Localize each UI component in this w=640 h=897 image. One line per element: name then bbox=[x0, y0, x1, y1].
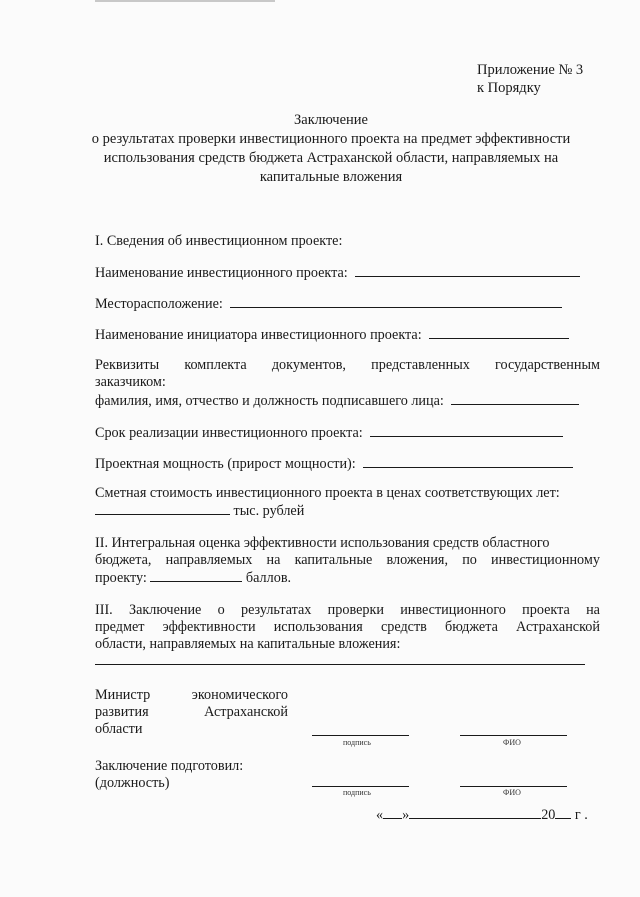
word: бюджета, bbox=[95, 552, 152, 568]
capacity-row bbox=[95, 455, 573, 473]
word: проекта bbox=[522, 602, 570, 618]
minister-line-1 bbox=[95, 687, 288, 704]
cost-label: Сметная стоимость инвестиционного проекта в ценах соответствующих лет: bbox=[95, 485, 560, 501]
project-name-field[interactable] bbox=[355, 264, 580, 277]
preparer-name-caption: ФИО bbox=[503, 788, 521, 797]
title-line-2: о результатах проверки инвестиционного проекта на предмет эффективности bbox=[91, 131, 571, 147]
word: направляемых bbox=[165, 552, 253, 568]
preparer-signature-caption: подпись bbox=[343, 788, 371, 797]
capacity-field[interactable] bbox=[363, 455, 573, 468]
requisites-line-1 bbox=[95, 357, 600, 374]
word: предмет bbox=[95, 619, 145, 635]
word: о bbox=[217, 602, 225, 618]
word: Астраханской bbox=[516, 619, 600, 635]
section-2-line-3 bbox=[95, 569, 291, 587]
minister-line-3: области bbox=[95, 721, 143, 737]
word: результатах bbox=[240, 602, 312, 618]
score-prefix: проекту: bbox=[95, 570, 147, 586]
score-field[interactable] bbox=[150, 569, 242, 582]
capacity-label: Проектная мощность (прирост мощности): bbox=[95, 456, 356, 472]
day-field[interactable] bbox=[383, 806, 402, 819]
word: документов, bbox=[271, 357, 346, 373]
word: Реквизиты bbox=[95, 357, 160, 373]
signer-field[interactable] bbox=[451, 392, 579, 405]
title-line-1: Заключение bbox=[294, 112, 368, 128]
word: инвестиционного bbox=[400, 602, 506, 618]
word: представленных bbox=[371, 357, 470, 373]
minister-signature-field[interactable] bbox=[312, 735, 409, 736]
initiator-row bbox=[95, 326, 569, 344]
word: III. bbox=[95, 602, 113, 618]
word: Министр bbox=[95, 687, 151, 703]
word: на bbox=[266, 552, 281, 568]
year-prefix: 20 bbox=[541, 807, 556, 823]
word: проверки bbox=[327, 602, 384, 618]
word: экономического bbox=[191, 687, 288, 703]
year-suffix: г . bbox=[574, 807, 588, 823]
word: развития bbox=[95, 704, 149, 720]
signer-row bbox=[95, 392, 579, 410]
section-2-line-2 bbox=[95, 552, 600, 569]
location-field[interactable] bbox=[230, 295, 562, 308]
date-row bbox=[376, 806, 588, 824]
word: капитальные bbox=[294, 552, 373, 568]
word: вложения, bbox=[386, 552, 449, 568]
minister-signature-caption: подпись bbox=[343, 738, 371, 747]
project-name-row bbox=[95, 264, 580, 282]
signer-label: фамилия, имя, отчество и должность подписавшего лица: bbox=[95, 393, 444, 409]
term-label: Срок реализации инвестиционного проекта: bbox=[95, 425, 363, 441]
word: средств bbox=[380, 619, 427, 635]
word: по bbox=[462, 552, 477, 568]
appendix-reference: к Порядку bbox=[477, 80, 541, 96]
word: использования bbox=[273, 619, 363, 635]
location-label: Месторасположение: bbox=[95, 296, 223, 312]
cost-unit: тыс. рублей bbox=[233, 503, 305, 519]
month-field[interactable] bbox=[409, 806, 541, 819]
title-line-4: капитальные вложения bbox=[259, 169, 403, 185]
minister-name-field[interactable] bbox=[460, 735, 567, 736]
preparer-name-field[interactable] bbox=[460, 786, 567, 787]
cost-row bbox=[95, 502, 304, 520]
word: Астраханской bbox=[204, 704, 288, 720]
section-3-line-1 bbox=[95, 602, 600, 619]
section-3-line-3: области, направляемых на капитальные вложения: bbox=[95, 636, 401, 652]
term-row bbox=[95, 424, 563, 442]
quote-open: « bbox=[376, 807, 384, 823]
prepared-position-label: (должность) bbox=[95, 775, 170, 791]
scan-artifact bbox=[95, 0, 275, 2]
appendix-header bbox=[477, 61, 583, 97]
location-row bbox=[95, 295, 562, 313]
word: Заключение bbox=[129, 602, 202, 618]
initiator-field[interactable] bbox=[429, 326, 569, 339]
word: государственным bbox=[495, 357, 600, 373]
prepared-by-label: Заключение подготовил: bbox=[95, 758, 244, 774]
minister-line-2 bbox=[95, 704, 288, 721]
term-field[interactable] bbox=[370, 424, 563, 437]
section-2-line-1: II. Интегральная оценка эффективности использования средств областного bbox=[95, 535, 550, 551]
title-line-3: использования средств бюджета Астраханской области, направляемых на bbox=[103, 150, 559, 166]
year-field[interactable] bbox=[555, 806, 571, 819]
document-title bbox=[62, 111, 600, 187]
requisites-line-2: заказчиком: bbox=[95, 374, 166, 390]
score-suffix: баллов. bbox=[245, 570, 292, 586]
word: на bbox=[586, 602, 600, 618]
word: эффективности bbox=[162, 619, 256, 635]
cost-field[interactable] bbox=[95, 502, 230, 515]
project-name-label: Наименование инвестиционного проекта: bbox=[95, 265, 348, 281]
section-1-heading: I. Сведения об инвестиционном проекте: bbox=[95, 233, 343, 249]
section-3-line-2 bbox=[95, 619, 600, 636]
word: бюджета bbox=[445, 619, 498, 635]
preparer-signature-field[interactable] bbox=[312, 786, 409, 787]
initiator-label: Наименование инициатора инвестиционного проекта: bbox=[95, 327, 422, 343]
appendix-number: Приложение № 3 bbox=[477, 62, 584, 78]
word: инвестиционному bbox=[491, 552, 600, 568]
quote-close: » bbox=[402, 807, 410, 823]
minister-name-caption: ФИО bbox=[503, 738, 521, 747]
word: комплекта bbox=[184, 357, 247, 373]
conclusion-field[interactable] bbox=[95, 664, 585, 665]
